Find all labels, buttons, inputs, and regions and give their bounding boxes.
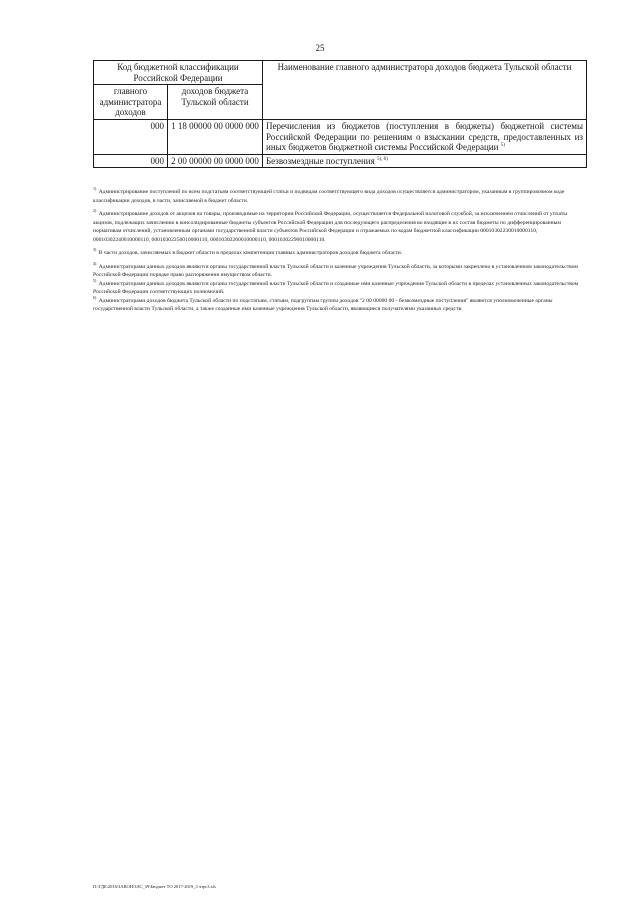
header-regional-revenue: доходов бюджета Тульской области <box>168 85 263 120</box>
footnote-mark: 1) <box>93 186 97 192</box>
footnote-4 <box>93 260 588 280</box>
header-main-administrator: главного администратора доходов <box>94 85 168 120</box>
revenue-code-cell: 2 00 00000 00 0000 000 <box>168 154 263 168</box>
footnote-3 <box>93 249 588 258</box>
table-header-row <box>94 61 587 85</box>
table-row <box>94 154 587 168</box>
file-path-footer: D:\ГДБ\2016\ЗАКОН\ЗАС_39\Бюджет ТО 2017-2019_3 чтрг3.xls <box>93 884 216 889</box>
revenue-name-cell <box>263 120 587 155</box>
admin-code-cell: 000 <box>94 120 168 155</box>
footnote-text: Администраторами данных доходов являются органы государственной власти Тульской области и казенные учреждения Тульской области, за которыми закреплено в установленном законодательством Российской Федерации порядке право распоряжения имуществом области. <box>93 263 578 278</box>
table-row <box>94 120 587 155</box>
footnote-reference: 5) <box>500 143 505 149</box>
footnote-text: Администрирование доходов от акцизов на товары, производимые на территории Российской Федерации, осуществляется Федеральной налоговой службой, за исключением отчислений от уплаты акцизов, подлежащих зачислению в консолидированные бюджеты субъектов Российской Федерации для последующего распределения во входящие в их состав бюджеты по дифференцированным нормативам отчислений, установленным органами государственной власти субъектов Российской Федерации и отражаемых по кодам бюджетной классификации 00010302230010000110, 00010302240010000110, 00010302250010000110, 00010302260010000110, 00010302290010000110. <box>93 211 568 243</box>
revenue-administrators-table <box>93 60 587 168</box>
footnote-mark: 2) <box>93 208 97 214</box>
revenue-name-cell <box>263 154 587 168</box>
footnote-mark: 6) <box>93 294 97 300</box>
footnote-text: Администрирование поступлений по всем подстатьям соответствующей статьи и подвидам соответствующего вида доходов осуществляется администратором, указанным в группировочном коде классификации доходов, в части, зачисляемой в бюджет области. <box>93 189 565 204</box>
footnote-text: Администраторами данных доходов являются органы государственной власти Тульской области и созданные ими казенные учреждения Тульской области в пределах установленных законодательством Российской Федерации соответствующих полномочий. <box>93 280 579 295</box>
footnote-mark: 3) <box>93 247 97 253</box>
footnote-6 <box>93 294 588 314</box>
header-budget-classification-code: Код бюджетной классификации Российской Федерации <box>94 61 263 85</box>
revenue-name-text: Безвозмездные поступления <box>266 155 375 166</box>
footnotes <box>93 188 588 319</box>
footnote-mark: 4) <box>93 260 97 266</box>
revenue-code-cell: 1 18 00000 00 0000 000 <box>168 120 263 155</box>
footnote-text: Администраторами доходов бюджета Тульской области по подстатьям, статьям, подгруппам группы доходов "2 00 00000 00 - безвозмездные поступления" являются уполномоченные органы государственной власти Тульской области, а также созданные ими казенные учреждения Тульской области, являющиеся получателями указанных средств. <box>93 297 553 312</box>
page-number: 25 <box>315 43 325 53</box>
header-administrator-name: Наименование главного администратора доходов бюджета Тульской области <box>263 61 587 120</box>
footnote-text: В части доходов, зачисляемых в бюджет области в пределах компетенции главных администраторов доходов бюджета области. <box>98 250 403 256</box>
footnote-reference: 5), 6) <box>377 156 388 162</box>
admin-code-cell: 000 <box>94 154 168 168</box>
footnote-2 <box>93 210 588 244</box>
footnote-5 <box>93 277 588 297</box>
footnote-1 <box>93 188 588 205</box>
footnote-mark: 5) <box>93 277 97 283</box>
revenue-name-text: Перечисления из бюджетов (поступления в бюджеты) бюджетной системы Российской Федерации по решениям о взыскании средств, предоставленных из иных бюджетов бюджетной системы Российской Федерации <box>266 121 583 153</box>
